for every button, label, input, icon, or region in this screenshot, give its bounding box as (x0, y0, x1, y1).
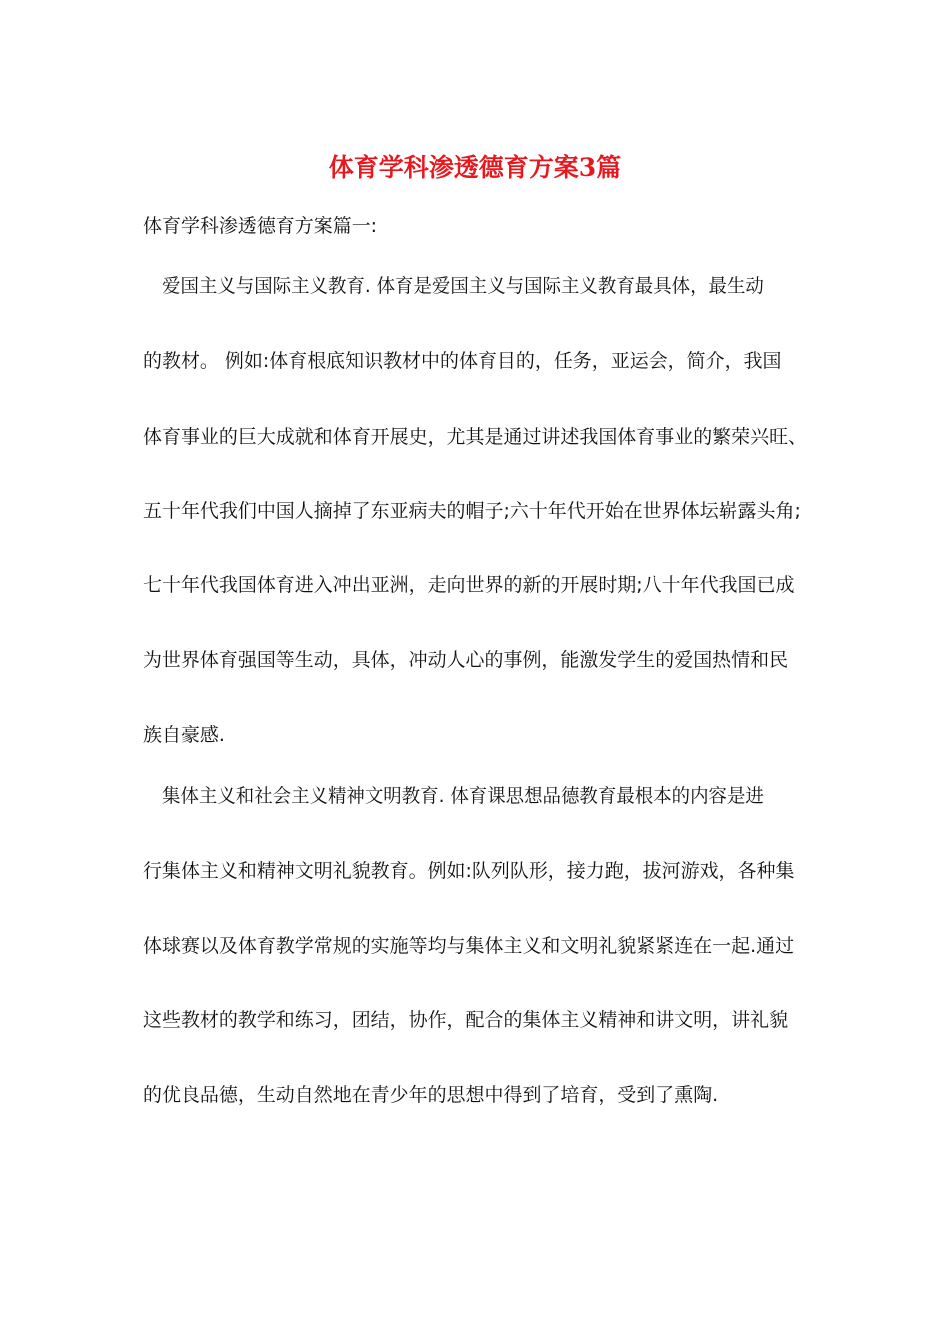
paragraph1-line: 为世界体育强国等生动，具体，冲动人心的事例，能激发学生的爱国热情和民 (143, 649, 789, 671)
paragraph2-line: 行集体主义和精神文明礼貌教育。例如:队列队形，接力跑，拔河游戏，各种集 (143, 860, 795, 882)
paragraph1-line: 七十年代我国体育进入冲出亚洲，走向世界的新的开展时期;八十年代我国已成 (143, 574, 795, 596)
paragraph1-line: 爱国主义与国际主义教育. 体育是爱国主义与国际主义教育最具体，最生动 (162, 275, 764, 297)
paragraph2-line: 这些教材的教学和练习，团结，协作，配合的集体主义精神和讲文明，讲礼貌 (143, 1009, 789, 1031)
paragraph1-line: 五十年代我们中国人摘掉了东亚病夫的帽子;六十年代开始在世界体坛崭露头角; (143, 500, 801, 522)
paragraph2-line: 的优良品德，生动自然地在青少年的思想中得到了培育，受到了熏陶. (143, 1084, 719, 1106)
paragraph2-line: 集体主义和社会主义精神文明教育. 体育课思想品德教育最根本的内容是进 (162, 785, 764, 807)
paragraph1-line: 的教材。 例如:体育根底知识教材中的体育目的，任务，亚运会，简介，我国 (143, 350, 782, 372)
document-title: 体育学科渗透德育方案3篇 (328, 153, 622, 182)
section-heading: 体育学科渗透德育方案篇一: (143, 215, 378, 237)
paragraph2-line: 体球赛以及体育教学常规的实施等均与集体主义和文明礼貌紧紧连在一起.通过 (143, 935, 795, 957)
paragraph1-line: 体育事业的巨大成就和体育开展史，尤其是通过讲述我国体育事业的繁荣兴旺、 (143, 426, 808, 448)
paragraph1-line: 族自豪感. (143, 724, 225, 746)
